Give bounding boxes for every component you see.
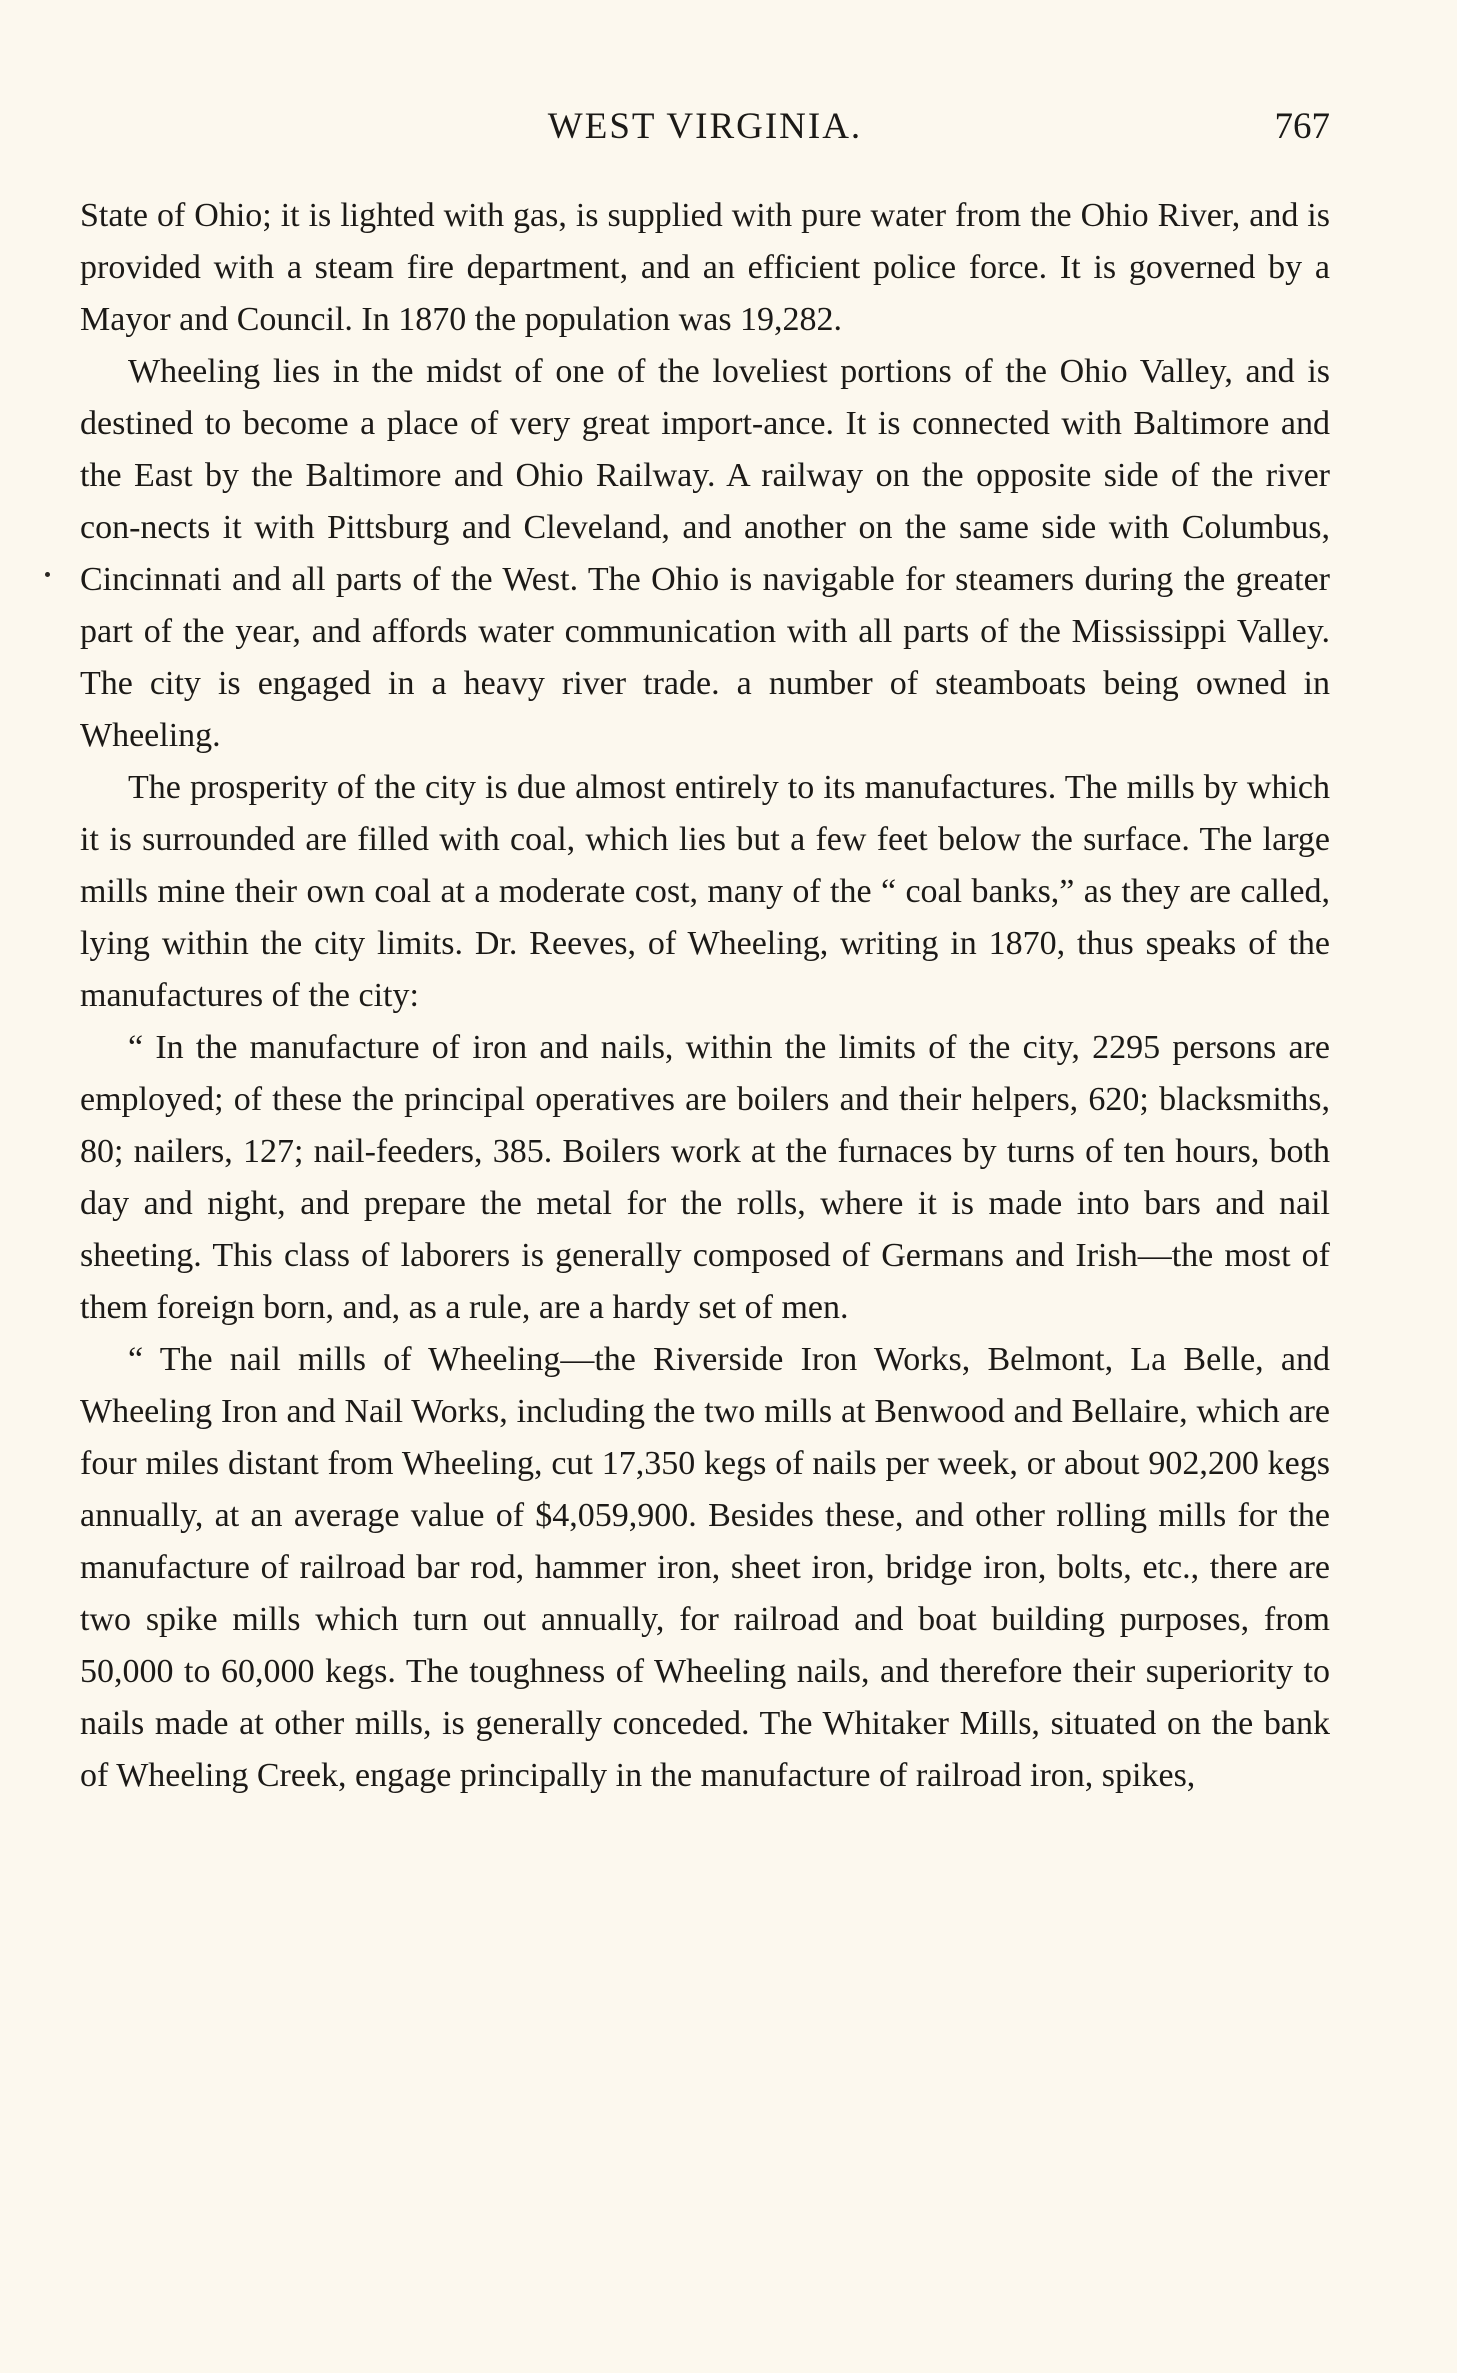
paragraph-3: The prosperity of the city is due almost entirely to its manufactures. The mills by which it is surrounded are filled with coal, which lies but a few feet below the surface. The large mills mine their own coal at a moderate cost, many of the “ coal banks,” as they are called, lying within the city limits. Dr. Reeves, of Wheeling, writing in 1870, thus speaks of the manufactures of the city: xyxy=(80,769,1330,1014)
paragraph-2: Wheeling lies in the midst of one of the loveliest portions of the Ohio Valley, and is destined to become a place of very great import-ance. It is connected with Baltimore and the East by the Baltimore and Ohio Railway. A railway on the opposite side of the river con-nects it with Pittsburg and Cleveland, and another on the same side with Columbus, Cincinnati and all parts of the West. The Ohio is navigable for steamers during the greater part of the year, and affords water communication with all parts of the Mississippi Valley. The city is engaged in a heavy river trade. a number of steamboats being owned in Wheeling. xyxy=(80,353,1330,754)
header-title: WEST VIRGINIA. xyxy=(547,106,863,147)
page-number: 767 xyxy=(1274,106,1330,147)
paragraph-4: “ In the manufacture of iron and nails, within the limits of the city, 2295 persons are employed; of these the principal operatives are boilers and their helpers, 620; blacksmiths, 80; nailers, 127; nail-feeders, 385. Boilers work at the furnaces by turns of ten hours, both day and night, and prepare the metal for the rolls, where it is made into bars and nail sheeting. This class of laborers is generally composed of Germans and Irish—the most of them foreign born, and, as a rule, are a hardy set of men. xyxy=(80,1029,1330,1326)
margin-mark xyxy=(45,572,50,577)
paragraph-1: State of Ohio; it is lighted with gas, is supplied with pure water from the Ohio River, and is provided with a steam fire department, and an efficient police force. It is governed by a Mayor and Council. In 1870 the population was 19,282. xyxy=(80,197,1330,338)
body-text xyxy=(80,190,1330,1802)
running-header xyxy=(80,104,1330,150)
paragraph-5: “ The nail mills of Wheeling—the Riverside Iron Works, Belmont, La Belle, and Wheeling Iron and Nail Works, including the two mills at Benwood and Bellaire, which are four miles distant from Wheeling, cut 17,350 kegs of nails per week, or about 902,200 kegs annually, at an average value of $4,059,900. Besides these, and other rolling mills for the manufacture of railroad bar rod, hammer iron, sheet iron, bridge iron, bolts, etc., there are two spike mills which turn out annually, for railroad and boat building purposes, from 50,000 to 60,000 kegs. The toughness of Wheeling nails, and therefore their superiority to nails made at other mills, is generally conceded. The Whitaker Mills, situated on the bank of Wheeling Creek, engage principally in the manufacture of railroad iron, spikes, xyxy=(80,1341,1330,1794)
